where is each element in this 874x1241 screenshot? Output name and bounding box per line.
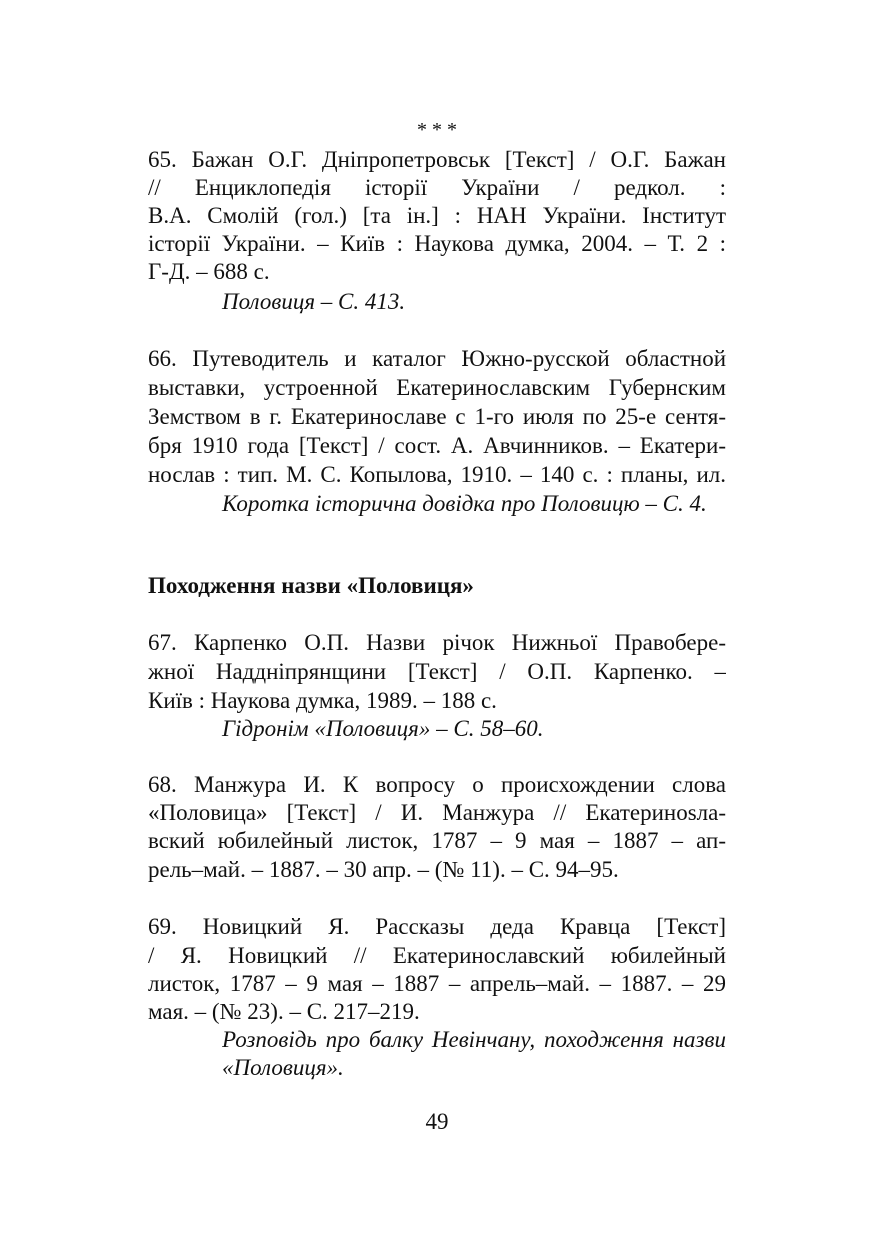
entry-line: вский юбилейный листок, 1787 – 9 мая – 1887 – ап- (148, 828, 726, 853)
entry-line: Земством в г. Екатеринославе с 1-го июля по 25-е сентя- (148, 404, 726, 429)
section-separator: * * * (417, 119, 457, 141)
entry-line: / Я. Новицкий // Екатеринославский юбилейный (148, 943, 726, 968)
entry-line: 65. Бажан О.Г. Дніпропетровськ [Текст] / О.Г. Бажан (148, 147, 726, 172)
entry-line: В.А. Смолій (гол.) [та ін.] : НАН України. Інститут (148, 203, 726, 228)
entry-annotation: Гідронім «Половиця» – С. 58–60. (222, 716, 544, 741)
entry-line: выставки, устроенной Екатеринославским Губернским (148, 375, 726, 400)
entry-line: 68. Манжура И. К вопросу о происхождении слова (148, 772, 726, 797)
page-number: 49 (425, 1109, 449, 1134)
entry-line: рель–май. – 1887. – 30 апр. – (№ 11). – С. 94–95. (148, 857, 619, 882)
entry-annotation: Розповідь про балку Невінчану, походження назви (222, 1027, 726, 1052)
entry-line: листок, 1787 – 9 мая – 1887 – апрель–май. – 1887. – 29 (148, 971, 726, 996)
entry-line: 67. Карпенко О.П. Назви річок Нижньої Правобере- (148, 630, 726, 655)
entry-annotation: Коротка історична довідка про Половицю – С. 4. (222, 491, 707, 516)
entry-line: бря 1910 года [Текст] / сост. А. Авчинников. – Екатери- (148, 433, 726, 458)
entry-line: 69. Новицкий Я. Рассказы деда Кравца [Текст] (148, 914, 726, 939)
entry-line: жної Наддніпрянщини [Текст] / О.П. Карпенко. – (148, 659, 726, 684)
entry-line: 66. Путеводитель и каталог Южно-русской областной (148, 346, 726, 371)
entry-line: Київ : Наукова думка, 1989. – 188 с. (148, 688, 497, 713)
entry-line: // Енциклопедія історії України / редкол. : (148, 175, 726, 200)
entry-annotation: Половиця – С. 413. (222, 289, 406, 314)
entry-line: Г-Д. – 688 с. (148, 259, 270, 284)
entry-line: історії України. – Київ : Наукова думка, 2004. – Т. 2 : (148, 231, 726, 256)
entry-line: «Половица» [Текст] / И. Манжура // Екатеринosла- (148, 800, 726, 825)
section-heading: Походження назви «Половиця» (148, 573, 474, 598)
entry-annotation: «Половиця». (222, 1055, 344, 1080)
entry-line: мая. – (№ 23). – С. 217–219. (148, 999, 420, 1024)
entry-line: нослав : тип. М. С. Копылова, 1910. – 140 с. : планы, ил. (148, 462, 726, 487)
